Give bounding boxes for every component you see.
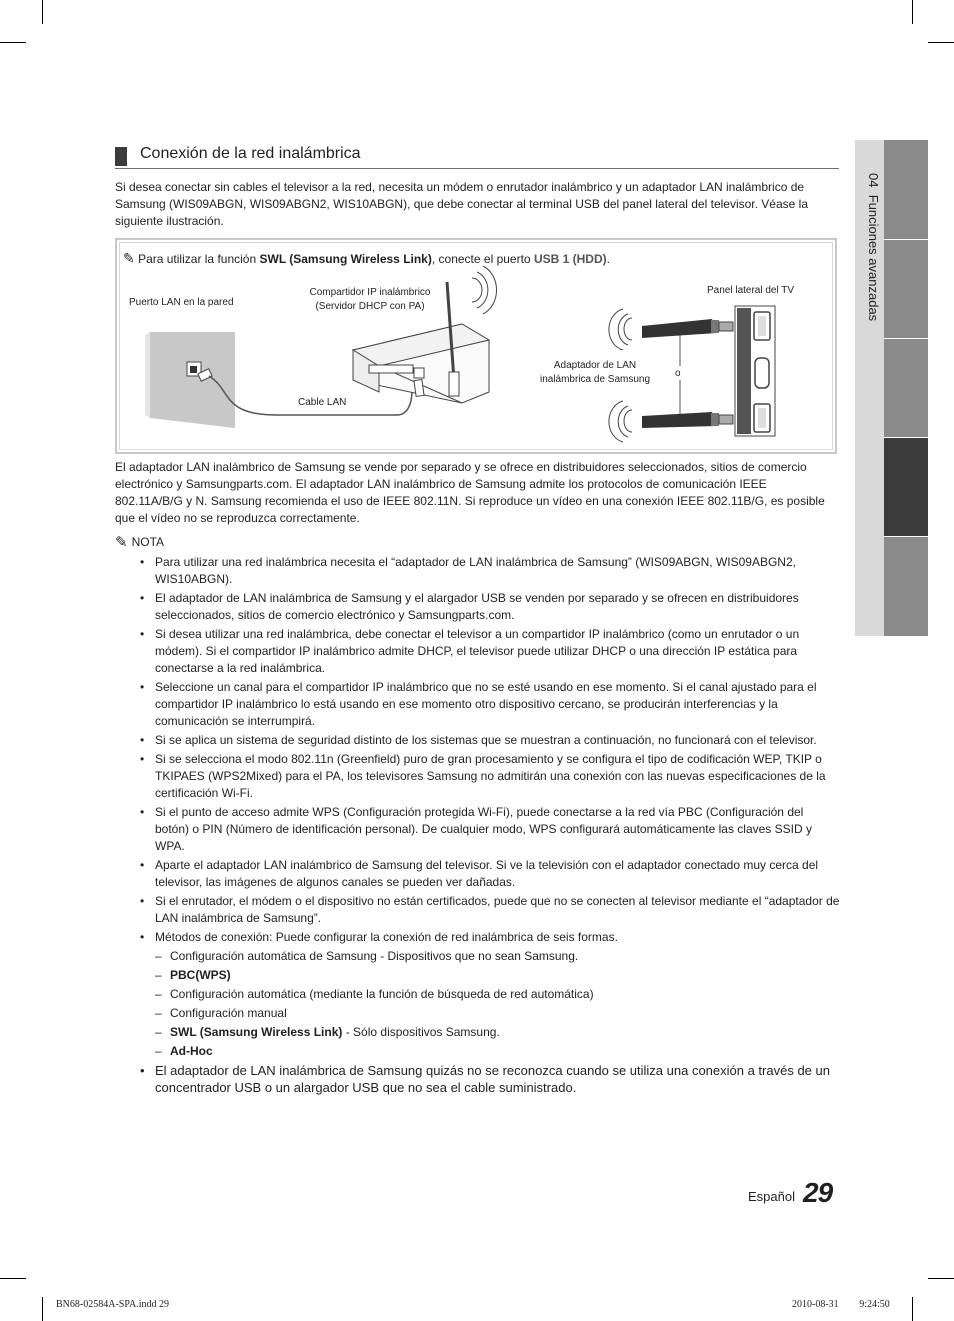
wireless-adapter-bottom	[642, 412, 733, 428]
label-router-line2: (Servidor DHCP con PA)	[315, 301, 425, 312]
sub-list-item	[155, 1024, 840, 1041]
chapter-title: Funciones avanzadas	[866, 194, 881, 322]
nota-label: NOTA	[131, 535, 165, 549]
sub-item-bold: PBC(WPS)	[170, 968, 231, 982]
list-item: • Si el punto de acceso admite WPS (Configuración protegida Wi-Fi), puede conectarse a la red vía PBC (Configuración del botón) o PIN (Número de identificación personal). De cualquier modo, WPS configurará automáticamente las claves SSID y WPA.	[140, 804, 840, 855]
list-item: • Si se selecciona el modo 802.11n (Greenfield) puro de gran procesamiento y se configura el tipo de codificación WEP, TKIP o TKIPAES (WPS2Mixed) para el PA, los televisores Samsung no admitirán una conexión con las nuevas especificaciones de la certificación Wi-Fi.	[140, 751, 840, 802]
crop-mark	[42, 1297, 43, 1321]
sub-item-bold: Ad-Hoc	[170, 1044, 213, 1058]
methods-label: Métodos de conexión	[155, 930, 270, 944]
label-or: o	[675, 368, 681, 379]
methods-sublist	[155, 948, 840, 1060]
list-item: • Si el enrutador, el módem o el dispositivo no están certificados, puede que no se conecten al televisor mediante el “adaptador de LAN inalámbrica de Samsung”.	[140, 893, 840, 927]
crop-mark	[0, 42, 26, 43]
list-item-methods	[140, 929, 840, 1060]
sub-item-text: Configuración automática (mediante la función de búsqueda de red automática)	[170, 987, 594, 1001]
crop-mark	[912, 0, 913, 24]
list-item: • Aparte el adaptador LAN inalámbrico de Samsung del televisor. Si ve la televisión con el adaptador conectado muy cerca del televisor, las imágenes de algunos canales se pueden ver dañadas.	[140, 857, 840, 891]
heading-marker	[115, 147, 127, 166]
list-item: • El adaptador de LAN inalámbrica de Samsung y el alargador USB se venden por separado y se ofrecen en distribuidores seleccionados, sitios de comercio electrónico y Samsungparts.com.	[140, 590, 840, 624]
side-tab-active	[884, 438, 928, 537]
adapter-wireless-waves-top	[609, 309, 632, 350]
tv-side-panel-icon	[735, 306, 775, 436]
page-language: Español	[748, 1189, 795, 1204]
side-tab	[884, 339, 928, 438]
sub-list-item	[155, 967, 840, 984]
chapter-side-tabs	[855, 140, 928, 636]
list-item: • Si se aplica un sistema de seguridad distinto de los sistemas que se muestran a continuación, no funcionará con el televisor.	[140, 732, 840, 749]
sub-item-bold: SWL (Samsung Wireless Link)	[170, 1025, 343, 1039]
label-wall-port: Puerto LAN en la pared	[129, 297, 234, 308]
nota-heading	[115, 533, 164, 551]
note-prefix: Para utilizar la función	[138, 252, 260, 266]
crop-mark	[912, 1297, 913, 1321]
wall-icon	[145, 332, 235, 428]
sub-item-text: Configuración automática de Samsung - Dispositivos que no sean Samsung.	[170, 949, 579, 963]
page-number: 29	[803, 1177, 833, 1208]
crop-mark	[42, 0, 43, 24]
list-item: • Seleccione un canal para el compartidor IP inalámbrico que no se esté usando en ese momento. Si el canal ajustado para el compartidor IP inalámbrico lo está usando en ese momento otro dispositivo cercano, se producirán interferencias y la comunicación se interrumpirá.	[140, 679, 840, 730]
wireless-adapter-top	[642, 319, 733, 338]
side-tab	[884, 140, 928, 240]
side-tab	[884, 240, 928, 339]
label-router-line1: Compartidor IP inalámbrico	[309, 287, 431, 298]
section-heading	[115, 144, 839, 169]
note-end: .	[606, 252, 610, 266]
note-swl: SWL (Samsung Wireless Link)	[259, 252, 432, 266]
list-item: • Si desea utilizar una red inalámbrica, debe conectar el televisor a un compartidor IP inalámbrico (como un enrutador o un módem). Si el compartidor IP inalámbrico admite DHCP, el televisor puede utilizar DHCP o una dirección IP estática para conectarse a la red inalámbrica.	[140, 626, 840, 677]
side-tab	[884, 537, 928, 637]
adapter-wireless-waves-bottom	[609, 401, 632, 442]
list-item: • El adaptador de LAN inalámbrica de Samsung quizás no se reconozca cuando se utiliza una conexión a través de un concentrador USB o un alargador USB que no sea el cable suministrado.	[140, 1062, 840, 1096]
print-file-info: BN68-02584A-SPA.indd 29	[56, 1299, 169, 1310]
crop-mark	[928, 42, 954, 43]
adapter-paragraph: El adaptador LAN inalámbrico de Samsung se vende por separado y se ofrece en distribuidores seleccionados, sitios de comercio electrónico y Samsungparts.com. El adaptador LAN inalámbrico de Samsung admite los protocolos de comunicación IEEE 802.11A/B/G y N. Samsung recomienda el uso de IEEE 802.11N. Si reproduce un vídeo en una conexión IEEE 802.11B/G, es posible que el vídeo no se reproduzca correctamente.	[115, 460, 825, 525]
note-middle: , conecte el puerto	[431, 252, 534, 266]
methods-text: : Puede configurar la conexión de red inalámbrica de seis formas.	[269, 930, 618, 944]
notes-list	[140, 554, 840, 1098]
crop-mark	[0, 1278, 26, 1279]
crop-mark	[928, 1278, 954, 1279]
label-adapter	[527, 359, 663, 387]
sub-list-item	[155, 948, 840, 965]
intro-paragraph: Si desea conectar sin cables el televisor a la red, necesita un módem o enrutador inalámbrico y un adaptador LAN inalámbrico de Samsung (WIS09ABGN, WIS09ABGN2, WIS10ABGN), que debe conectar al terminal USB del panel lateral del televisor. Véase la siguiente ilustración.	[115, 180, 808, 228]
sub-item-text: Configuración manual	[170, 1006, 287, 1020]
sub-list-item	[155, 986, 840, 1003]
sub-item-text: - Sólo dispositivos Samsung.	[342, 1025, 500, 1039]
section-title: Conexión de la red inalámbrica	[140, 145, 361, 162]
list-item: • Para utilizar una red inalámbrica necesita el “adaptador de LAN inalámbrica de Samsung” (WIS09ABGN, WIS09ABGN2, WIS10ABGN).	[140, 554, 840, 588]
sub-list-item	[155, 1043, 840, 1060]
connection-illustration	[115, 238, 837, 454]
chapter-number: 04	[866, 173, 881, 188]
label-router	[292, 286, 448, 314]
note-usb: USB 1 (HDD)	[533, 252, 607, 266]
label-lan-cable: Cable LAN	[298, 397, 347, 408]
note-pencil-icon: ✎	[115, 534, 128, 551]
print-datetime: 2010-08-31 ￿￿ 9:24:50	[792, 1299, 890, 1310]
chapter-label	[866, 173, 881, 333]
label-adapter-line2: inalámbrica de Samsung	[539, 374, 651, 385]
network-diagram	[117, 240, 835, 452]
label-adapter-line1: Adaptador de LAN	[553, 360, 637, 371]
sub-list-item	[155, 1005, 840, 1022]
note-pencil-icon: ✎	[123, 250, 135, 266]
label-tv-panel: Panel lateral del TV	[707, 285, 795, 296]
router-wireless-waves	[472, 266, 497, 314]
